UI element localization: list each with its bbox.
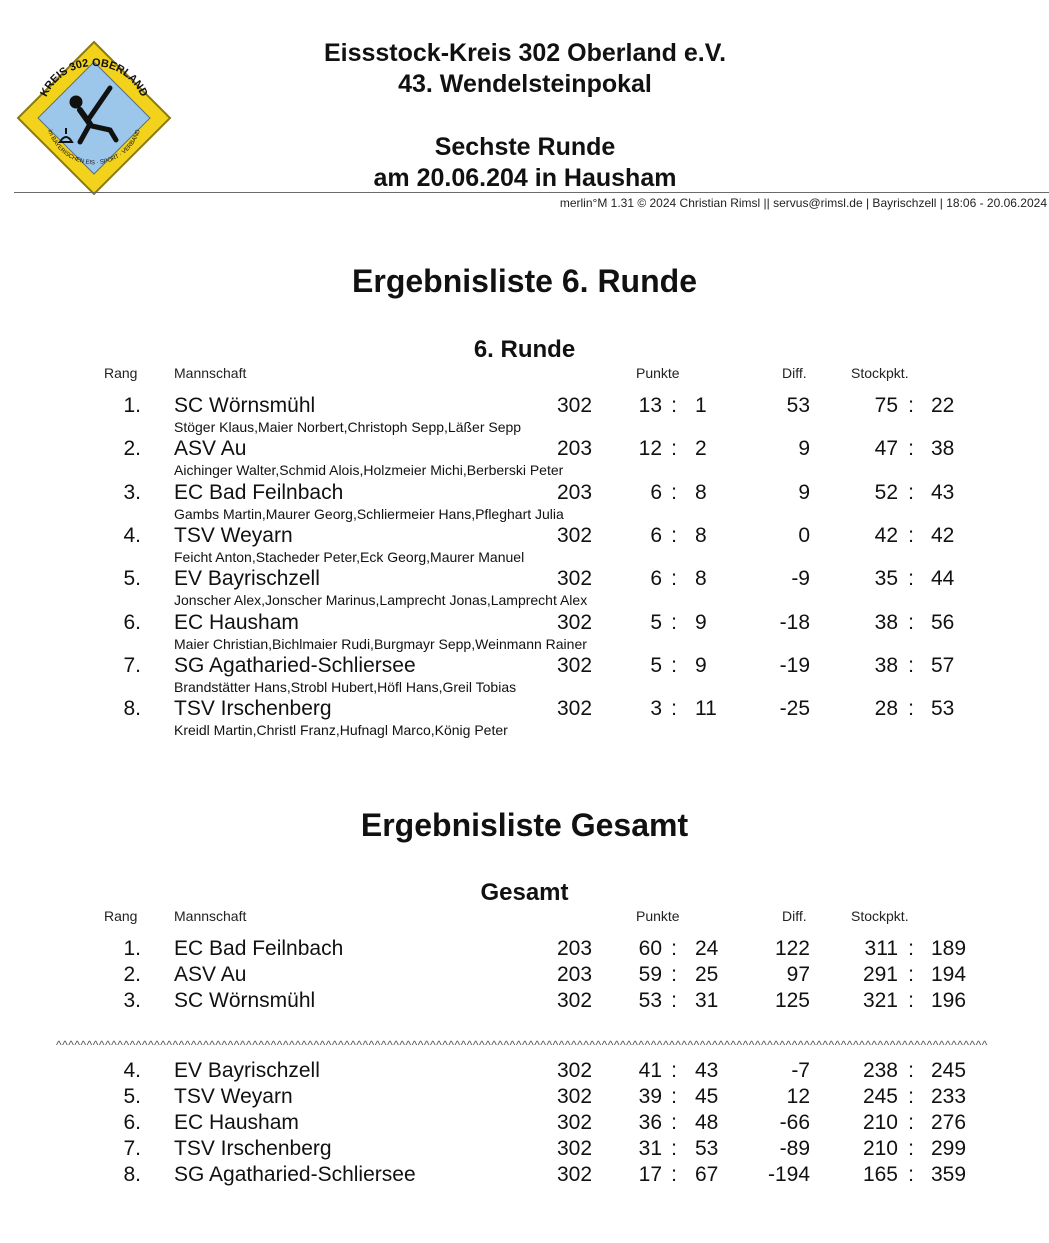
points-won: 6 bbox=[650, 481, 662, 504]
team-name: EV Bayrischzell bbox=[174, 1059, 320, 1082]
points-lost: 43 bbox=[695, 1059, 719, 1082]
difference: 12 bbox=[786, 1085, 810, 1108]
stock-colon: : bbox=[908, 697, 914, 720]
stock-colon: : bbox=[908, 611, 914, 634]
points-colon: : bbox=[671, 697, 677, 720]
rank: 1. bbox=[123, 394, 141, 417]
difference: -9 bbox=[791, 567, 810, 590]
points-colon: : bbox=[671, 1137, 677, 1160]
team-name: EC Bad Feilnbach bbox=[174, 481, 344, 504]
points-colon: : bbox=[671, 394, 677, 417]
points-won: 6 bbox=[650, 567, 662, 590]
stock-colon: : bbox=[908, 654, 914, 677]
district: 302 bbox=[557, 611, 593, 634]
stock-points-for: 38 bbox=[874, 611, 898, 634]
stock-colon: : bbox=[908, 567, 914, 590]
difference: 0 bbox=[798, 524, 810, 547]
points-won: 13 bbox=[638, 394, 662, 417]
points-lost: 2 bbox=[695, 437, 707, 460]
district: 302 bbox=[557, 697, 593, 720]
stock-points-for: 38 bbox=[874, 654, 898, 677]
stock-colon: : bbox=[908, 1111, 914, 1134]
stock-points-against: 245 bbox=[931, 1059, 967, 1082]
points-won: 3 bbox=[650, 697, 662, 720]
points-lost: 53 bbox=[695, 1137, 719, 1160]
team-players: Aichinger Walter,Schmid Alois,Holzmeier Michi,Berberski Peter bbox=[174, 462, 564, 478]
stock-points-against: 22 bbox=[931, 394, 955, 417]
stock-points-for: 245 bbox=[862, 1085, 898, 1108]
points-colon: : bbox=[671, 481, 677, 504]
rank: 8. bbox=[123, 697, 141, 720]
difference: 125 bbox=[774, 989, 810, 1012]
district: 203 bbox=[557, 481, 593, 504]
team-name: SC Wörnsmühl bbox=[174, 989, 316, 1012]
district: 203 bbox=[557, 963, 593, 986]
stock-points-against: 38 bbox=[931, 437, 955, 460]
stock-points-for: 311 bbox=[864, 937, 898, 960]
stock-points-against: 189 bbox=[931, 937, 967, 960]
team-name: TSV Irschenberg bbox=[174, 697, 332, 720]
difference: -89 bbox=[779, 1137, 810, 1160]
difference: -19 bbox=[779, 654, 810, 677]
team-name: SG Agatharied-Schliersee bbox=[174, 1163, 416, 1186]
qualification-separator: ^^^^^^^^^^^^^^^^^^^^^^^^^^^^^^^^^^^^^^^^^^^^^^^^^^^^^^^^^^^^^^^^^^^^^^^^^^^^^^^^^^^^^^^^^^^^^^^^^^^^^^^^^^^^^^^^^^^^^^^^^^^^^^^^^^^^^^^^^^^^^^^^^^^^^^^^ bbox=[56, 1038, 988, 1052]
points-won: 17 bbox=[638, 1163, 662, 1186]
stock-points-for: 42 bbox=[874, 524, 898, 547]
points-won: 36 bbox=[638, 1111, 662, 1134]
points-colon: : bbox=[671, 1085, 677, 1108]
difference: -25 bbox=[779, 697, 810, 720]
stock-points-for: 165 bbox=[862, 1163, 898, 1186]
col-mannschaft: Mannschaft bbox=[174, 365, 247, 381]
stock-points-for: 321 bbox=[862, 989, 898, 1012]
team-players: Jonscher Alex,Jonscher Marinus,Lamprecht Jonas,Lamprecht Alex bbox=[174, 592, 588, 608]
points-lost: 24 bbox=[695, 937, 719, 960]
stock-colon: : bbox=[908, 1137, 914, 1160]
points-lost: 1 bbox=[695, 394, 707, 417]
points-colon: : bbox=[671, 437, 677, 460]
points-won: 60 bbox=[638, 937, 662, 960]
points-lost: 25 bbox=[695, 963, 719, 986]
rank: 3. bbox=[123, 481, 141, 504]
district: 302 bbox=[557, 1059, 593, 1082]
stock-points-for: 75 bbox=[874, 394, 898, 417]
district: 302 bbox=[557, 654, 593, 677]
points-won: 53 bbox=[638, 989, 662, 1012]
points-colon: : bbox=[671, 654, 677, 677]
rank: 7. bbox=[123, 1137, 141, 1160]
points-won: 5 bbox=[650, 654, 662, 677]
district: 302 bbox=[557, 524, 593, 547]
district: 302 bbox=[557, 1163, 593, 1186]
team-name: ASV Au bbox=[174, 437, 247, 460]
team-players: Kreidl Martin,Christl Franz,Hufnagl Marco,König Peter bbox=[174, 722, 508, 738]
difference: -194 bbox=[767, 1163, 810, 1186]
stock-points-against: 53 bbox=[931, 697, 955, 720]
points-lost: 8 bbox=[695, 481, 707, 504]
points-lost: 9 bbox=[695, 611, 707, 634]
stock-points-against: 233 bbox=[931, 1085, 967, 1108]
stock-points-against: 194 bbox=[931, 963, 967, 986]
points-colon: : bbox=[671, 1163, 677, 1186]
points-colon: : bbox=[671, 1059, 677, 1082]
date-location: am 20.06.204 in Hausham bbox=[373, 164, 677, 192]
points-won: 31 bbox=[638, 1137, 662, 1160]
difference: -7 bbox=[791, 1059, 810, 1082]
points-colon: : bbox=[671, 1111, 677, 1134]
stock-points-against: 276 bbox=[931, 1111, 967, 1134]
stock-colon: : bbox=[908, 394, 914, 417]
points-colon: : bbox=[671, 567, 677, 590]
stock-points-for: 28 bbox=[874, 697, 898, 720]
rank: 5. bbox=[123, 1085, 141, 1108]
difference: 53 bbox=[786, 394, 810, 417]
district: 302 bbox=[557, 989, 593, 1012]
stock-points-against: 43 bbox=[931, 481, 955, 504]
stock-colon: : bbox=[908, 1085, 914, 1108]
district: 302 bbox=[557, 1137, 593, 1160]
points-lost: 8 bbox=[695, 567, 707, 590]
district: 302 bbox=[557, 394, 593, 417]
district: 203 bbox=[557, 937, 593, 960]
points-lost: 8 bbox=[695, 524, 707, 547]
team-players: Maier Christian,Bichlmaier Rudi,Burgmayr Sepp,Weinmann Rainer bbox=[174, 636, 587, 652]
stock-points-for: 35 bbox=[874, 567, 898, 590]
points-colon: : bbox=[671, 937, 677, 960]
rank: 6. bbox=[123, 611, 141, 634]
team-name: EC Hausham bbox=[174, 611, 299, 634]
points-colon: : bbox=[671, 611, 677, 634]
points-won: 41 bbox=[638, 1059, 662, 1082]
logo-text-bottom: im BAYERISCHEN EIS · SPORT · VERBAND bbox=[46, 128, 142, 167]
team-name: ASV Au bbox=[174, 963, 247, 986]
district: 302 bbox=[557, 567, 593, 590]
total-results-heading: Ergebnisliste Gesamt bbox=[360, 807, 689, 843]
stock-points-against: 44 bbox=[931, 567, 955, 590]
rank: 5. bbox=[123, 567, 141, 590]
team-name: EC Bad Feilnbach bbox=[174, 937, 344, 960]
software-info: merlin°M 1.31 © 2024 Christian Rimsl || servus@rimsl.de | Bayrischzell | 18:06 - 20.06.2024 bbox=[559, 196, 1047, 210]
col-punkte: Punkte bbox=[636, 365, 680, 381]
kreis-302-oberland-logo bbox=[14, 38, 174, 198]
stock-colon: : bbox=[908, 437, 914, 460]
col-rang: Rang bbox=[104, 908, 138, 924]
points-colon: : bbox=[671, 524, 677, 547]
points-won: 59 bbox=[638, 963, 662, 986]
points-lost: 9 bbox=[695, 654, 707, 677]
round-results-heading: Ergebnisliste 6. Runde bbox=[352, 263, 697, 299]
stock-colon: : bbox=[908, 989, 914, 1012]
district: 302 bbox=[557, 1111, 593, 1134]
team-name: EC Hausham bbox=[174, 1111, 299, 1134]
points-won: 12 bbox=[638, 437, 662, 460]
rank: 2. bbox=[123, 963, 141, 986]
header-divider bbox=[14, 192, 1049, 193]
difference: 97 bbox=[786, 963, 810, 986]
col-stockpkt: Stockpkt. bbox=[851, 908, 909, 924]
points-lost: 45 bbox=[695, 1085, 719, 1108]
points-lost: 67 bbox=[695, 1163, 719, 1186]
rank: 6. bbox=[123, 1111, 141, 1134]
team-name: SC Wörnsmühl bbox=[174, 394, 316, 417]
col-punkte: Punkte bbox=[636, 908, 680, 924]
rank: 2. bbox=[123, 437, 141, 460]
rank: 3. bbox=[123, 989, 141, 1012]
team-players: Gambs Martin,Maurer Georg,Schliermeier Hans,Pfleghart Julia bbox=[174, 506, 564, 522]
stock-points-for: 210 bbox=[862, 1111, 898, 1134]
rank: 8. bbox=[123, 1163, 141, 1186]
district: 203 bbox=[557, 437, 593, 460]
rank: 4. bbox=[123, 1059, 141, 1082]
team-name: EV Bayrischzell bbox=[174, 567, 320, 590]
logo-text-top: KREIS 302 OBERLAND bbox=[38, 56, 150, 99]
stock-colon: : bbox=[908, 1059, 914, 1082]
stock-colon: : bbox=[908, 524, 914, 547]
stock-points-for: 238 bbox=[862, 1059, 898, 1082]
points-won: 6 bbox=[650, 524, 662, 547]
stock-points-against: 299 bbox=[931, 1137, 967, 1160]
round-subheading: 6. Runde bbox=[473, 336, 576, 363]
rank: 1. bbox=[123, 937, 141, 960]
association-title: Eissstock-Kreis 302 Oberland e.V. bbox=[323, 39, 727, 67]
points-colon: : bbox=[671, 963, 677, 986]
stock-colon: : bbox=[908, 1163, 914, 1186]
stock-points-against: 359 bbox=[931, 1163, 967, 1186]
col-stockpkt: Stockpkt. bbox=[851, 365, 909, 381]
total-subheading: Gesamt bbox=[480, 879, 569, 906]
points-lost: 11 bbox=[695, 697, 717, 720]
col-diff: Diff. bbox=[782, 365, 807, 381]
stock-points-for: 47 bbox=[874, 437, 898, 460]
stock-points-against: 196 bbox=[931, 989, 967, 1012]
stock-colon: : bbox=[908, 963, 914, 986]
col-mannschaft: Mannschaft bbox=[174, 908, 247, 924]
team-name: TSV Irschenberg bbox=[174, 1137, 332, 1160]
col-rang: Rang bbox=[104, 365, 138, 381]
stock-points-for: 210 bbox=[862, 1137, 898, 1160]
stock-colon: : bbox=[908, 481, 914, 504]
difference: -66 bbox=[779, 1111, 810, 1134]
stock-points-against: 57 bbox=[931, 654, 955, 677]
points-lost: 48 bbox=[695, 1111, 719, 1134]
stock-points-against: 56 bbox=[931, 611, 955, 634]
district: 302 bbox=[557, 1085, 593, 1108]
difference: -18 bbox=[779, 611, 810, 634]
points-colon: : bbox=[671, 989, 677, 1012]
round-title: Sechste Runde bbox=[434, 133, 616, 161]
difference: 9 bbox=[798, 437, 810, 460]
tournament-title: 43. Wendelsteinpokal bbox=[398, 70, 652, 98]
points-won: 5 bbox=[650, 611, 662, 634]
difference: 122 bbox=[774, 937, 810, 960]
col-diff: Diff. bbox=[782, 908, 807, 924]
stock-points-for: 291 bbox=[862, 963, 898, 986]
team-players: Brandstätter Hans,Strobl Hubert,Höfl Hans,Greil Tobias bbox=[174, 679, 517, 695]
stock-points-against: 42 bbox=[931, 524, 955, 547]
points-lost: 31 bbox=[695, 989, 719, 1012]
points-won: 39 bbox=[638, 1085, 662, 1108]
team-name: TSV Weyarn bbox=[174, 524, 293, 547]
team-name: TSV Weyarn bbox=[174, 1085, 293, 1108]
team-name: SG Agatharied-Schliersee bbox=[174, 654, 416, 677]
stock-points-for: 52 bbox=[874, 481, 898, 504]
team-players: Stöger Klaus,Maier Norbert,Christoph Sepp,Läßer Sepp bbox=[174, 419, 522, 435]
team-players: Feicht Anton,Stacheder Peter,Eck Georg,Maurer Manuel bbox=[174, 549, 525, 565]
difference: 9 bbox=[798, 481, 810, 504]
rank: 7. bbox=[123, 654, 141, 677]
rank: 4. bbox=[123, 524, 141, 547]
stock-colon: : bbox=[908, 937, 914, 960]
